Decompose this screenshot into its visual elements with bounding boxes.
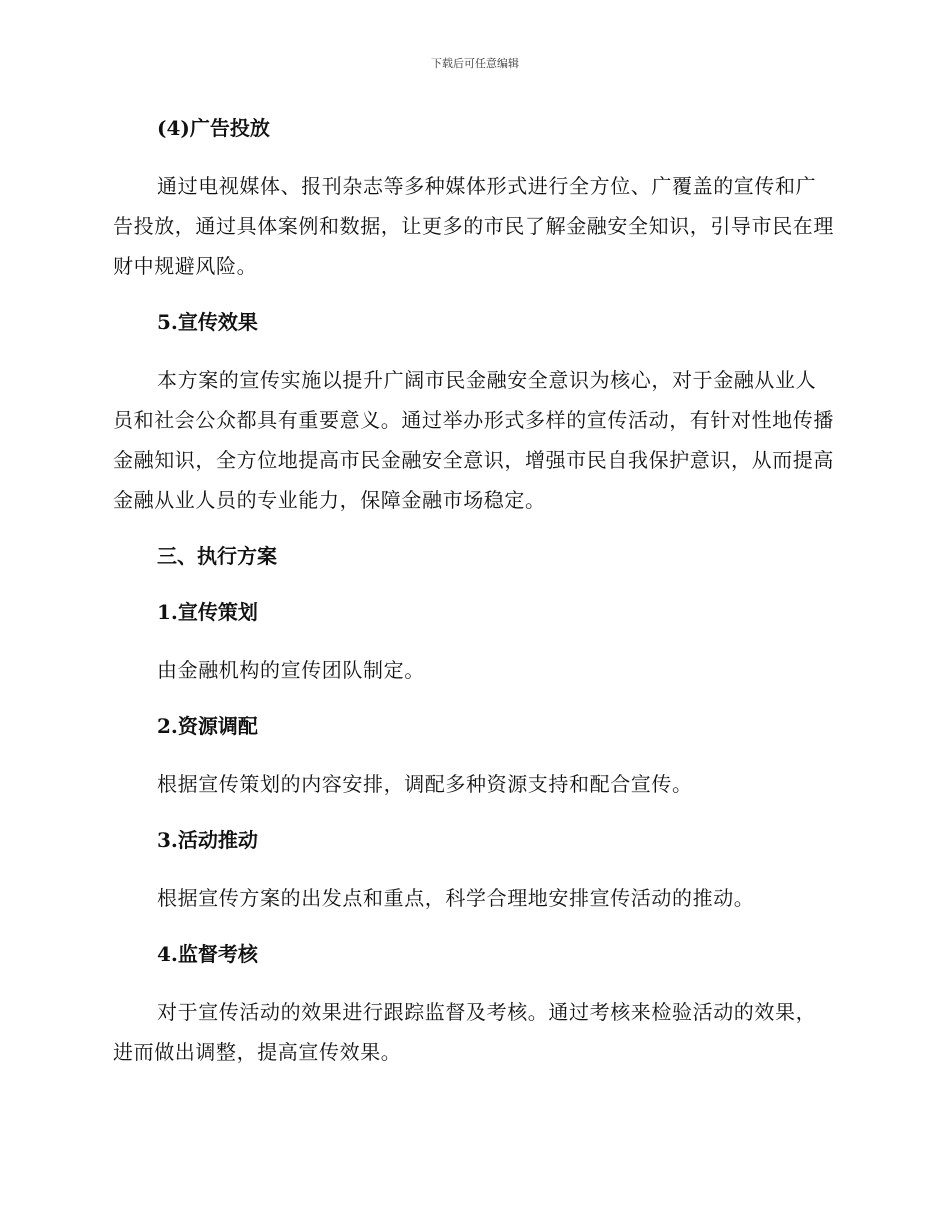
paragraph-ad: 通过电视媒体、报刊杂志等多种媒体形式进行全方位、广覆盖的宣传和广告投放，通过具体案例和数据，让更多的市民了解金融安全知识，引导市民在理财中规避风险。 [113,174,834,278]
document-body [113,110,835,1072]
section-heading-activity: 3.活动推动 [157,828,258,852]
page-header-note: 下载后可任意编辑 [431,57,519,70]
chapter-heading-execution: 三、执行方案 [157,544,277,568]
section-heading-supervise: 4.监督考核 [157,942,258,966]
section-heading-resource: 2.资源调配 [157,714,258,738]
section-heading-plan: 1.宣传策划 [157,600,258,624]
section-heading-ad: (4)广告投放 [157,116,270,140]
section-heading-effect: 5.宣传效果 [157,310,258,334]
paragraph-plan: 由金融机构的宣传团队制定。 [157,658,425,682]
paragraph-activity: 根据宣传方案的出发点和重点，科学合理地安排宣传活动的推动。 [157,886,755,910]
paragraph-supervise: 对于宣传活动的效果进行跟踪监督及考核。通过考核来检验活动的效果，进而做出调整，提高宣传效果。 [113,1000,817,1064]
paragraph-resource: 根据宣传策划的内容安排，调配多种资源支持和配合宣传。 [157,772,693,796]
paragraph-effect: 本方案的宣传实施以提升广阔市民金融安全意识为核心，对于金融从业人员和社会公众都具有重要意义。通过举办形式多样的宣传活动，有针对性地传播金融知识，全方位地提高市民金融安全意识，增强市民自我保护意识，从而提高金融从业人员的专业能力，保障金融市场稳定。 [113,368,834,512]
